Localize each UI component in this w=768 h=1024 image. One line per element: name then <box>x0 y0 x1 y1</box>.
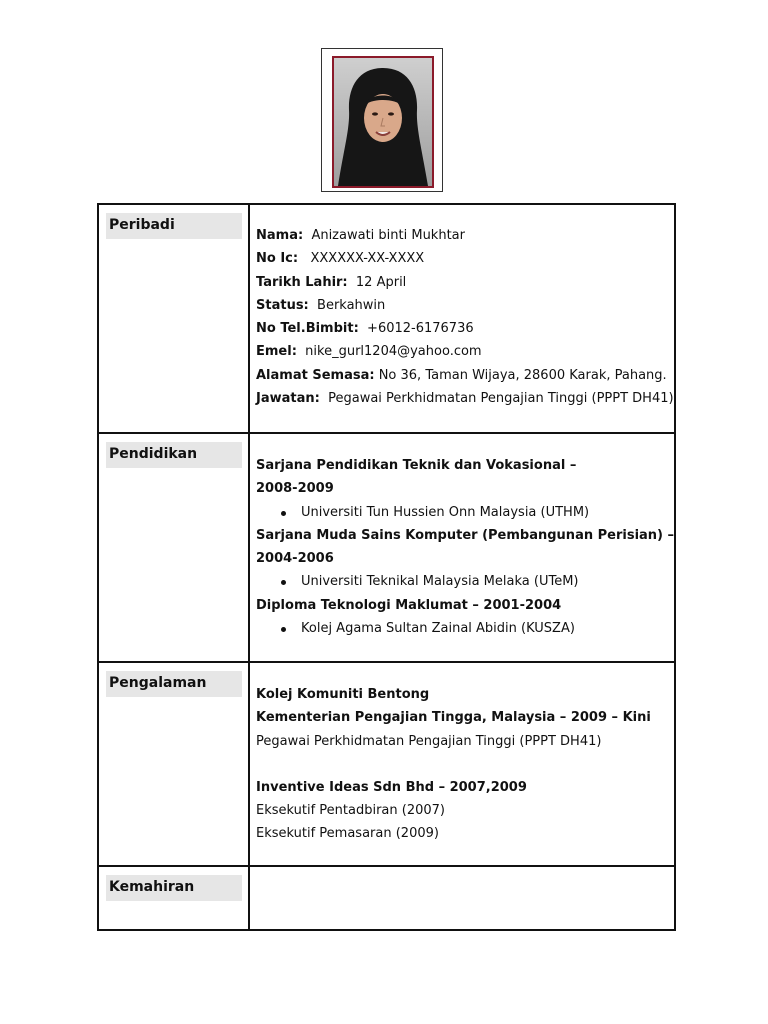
section-label-pendidikan: Pendidikan <box>106 442 242 468</box>
experience-employer: Inventive Ideas Sdn Bhd – 2007,2009 <box>256 779 527 795</box>
experience-role: Eksekutif Pentadbiran (2007) <box>256 803 446 819</box>
field-jawatan: Jawatan: Pegawai Perkhidmatan Pengajian Tinggi (PPPT DH41) <box>256 391 674 407</box>
section-kemahiran <box>98 866 675 930</box>
education-institution: Universiti Teknikal Malaysia Melaka (UTeM) <box>256 570 668 593</box>
field-emel: Emel: nike_gurl1204@yahoo.com <box>256 344 482 360</box>
education-institution: Kolej Agama Sultan Zainal Abidin (KUSZA) <box>256 617 668 640</box>
field-no-ic: No Ic: XXXXXX-XX-XXXX <box>256 251 425 267</box>
profile-photo <box>332 56 434 188</box>
experience-employer: Kolej Komuniti Bentong <box>256 687 430 702</box>
cv-table <box>97 203 676 931</box>
education-years: 2004-2006 <box>256 551 334 567</box>
field-alamat: Alamat Semasa: No 36, Taman Wijaya, 28600 Karak, Pahang. <box>256 367 667 383</box>
field-tarikh-lahir: Tarikh Lahir: 12 April <box>256 274 407 290</box>
education-title: Diploma Teknologi Maklumat – 2001-2004 <box>256 597 562 613</box>
field-status: Status: Berkahwin <box>256 297 386 313</box>
section-peribadi <box>98 204 675 433</box>
education-years: 2008-2009 <box>256 481 334 497</box>
field-no-tel: No Tel.Bimbit: +6012-6176736 <box>256 321 474 337</box>
section-label-peribadi: Peribadi <box>106 213 242 239</box>
experience-role: Eksekutif Pemasaran (2009) <box>256 826 439 842</box>
education-title: Sarjana Muda Sains Komputer (Pembangunan Perisian) – <box>256 527 675 543</box>
kemahiran-content <box>249 866 675 930</box>
section-pendidikan <box>98 433 675 662</box>
section-label-kemahiran: Kemahiran <box>106 875 242 901</box>
profile-photo-frame <box>321 48 443 192</box>
section-label-pengalaman: Pengalaman <box>106 671 242 697</box>
experience-role: Pegawai Perkhidmatan Pengajian Tinggi (PPPT DH41) <box>256 733 602 749</box>
section-pengalaman <box>98 662 675 866</box>
education-title: Sarjana Pendidikan Teknik dan Vokasional – <box>256 458 577 473</box>
experience-ministry: Kementerian Pengajian Tingga, Malaysia – 2009 – Kini <box>256 710 651 726</box>
field-nama: Nama: Anizawati binti Mukhtar <box>256 228 465 243</box>
education-institution: Universiti Tun Hussien Onn Malaysia (UTHM) <box>256 501 668 524</box>
